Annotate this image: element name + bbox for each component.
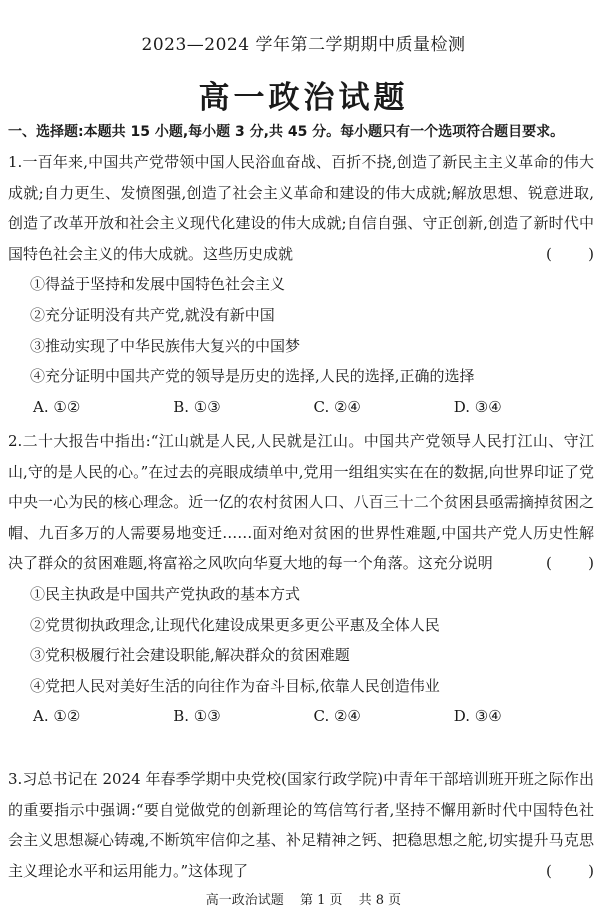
statement: ④党把人民对美好生活的向往作为奋斗目标,依靠人民创造伟业 <box>30 676 440 695</box>
question-number: 3. <box>8 770 23 788</box>
question-stem: 习总书记在 2024 年春季学期中央党校(国家行政学院)中青年干部培训班开班之际作出的重要指示中强调:“要自觉做党的创新理论的笃信笃行者,坚持不懈用新时代中国特色社会主义思想凝心铸魂,不断筑牢信仰之基、补足精神之钙、把稳思想之舵,切实提升马克思主义理论水平和运用能力。”这体现了 <box>8 770 594 880</box>
footer-subject: 高一政治试题 <box>205 893 284 908</box>
question-2-stem-block <box>8 426 594 579</box>
question-1 <box>8 147 594 422</box>
statement: ②充分证明没有共产党,就没有新中国 <box>30 305 275 324</box>
statement: ③推动实现了中华民族伟大复兴的中国梦 <box>30 336 301 355</box>
choice-d: D. ③④ <box>453 707 502 726</box>
statement: ②党贯彻执政理念,让现代化建设成果更多更公平惠及全体人民 <box>30 615 440 634</box>
statement: ④充分证明中国共产党的领导是历史的选择,人民的选择,正确的选择 <box>30 367 475 386</box>
choice-b: B. ①③ <box>173 397 221 416</box>
page-footer <box>0 889 607 908</box>
exam-subtitle: 2023—2024 学年第二学期期中质量检测 <box>141 35 466 55</box>
footer-total-pages: 共 8 页 <box>358 893 402 908</box>
exam-title: 高一政治试题 <box>198 80 409 116</box>
answer-blank: ( ) <box>546 861 594 880</box>
choice-c: C. ②④ <box>313 707 361 726</box>
statement: ①得益于坚持和发展中国特色社会主义 <box>30 275 286 294</box>
question-1-stem-block <box>8 147 594 269</box>
question-2 <box>8 426 594 732</box>
choice-a: A. ①② <box>33 707 81 726</box>
question-number: 2. <box>8 432 23 450</box>
choice-c: C. ②④ <box>313 397 361 416</box>
section-heading: 一、选择题:本题共 15 小题,每小题 3 分,共 45 分。每小题只有一个选项符合题目要求。 <box>8 124 565 140</box>
statement: ③党积极履行社会建设职能,解决群众的贫困难题 <box>30 646 350 665</box>
statement: ①民主执政是中国共产党执政的基本方式 <box>30 584 301 603</box>
footer-page-number: 第 1 页 <box>299 893 343 908</box>
question-number: 1. <box>8 153 23 171</box>
answer-choices <box>8 701 594 732</box>
answer-choices <box>8 392 594 423</box>
choice-a: A. ①② <box>33 397 81 416</box>
choice-b: B. ①③ <box>173 707 221 726</box>
question-stem: 一百年来,中国共产党带领中国人民浴血奋战、百折不挠,创造了新民主主义革命的伟大成就;自力更生、发愤图强,创造了社会主义革命和建设的伟大成就;解放思想、锐意进取,创造了改革开放和社会主义现代化建设的伟大成就;自信自强、守正创新,创造了新时代中国特色社会主义的伟大成就。这些历史成就 <box>8 153 594 263</box>
question-3-stem-block <box>8 764 594 886</box>
choice-d: D. ③④ <box>453 397 502 416</box>
question-3 <box>8 764 594 886</box>
answer-blank: ( ) <box>546 554 594 573</box>
answer-blank: ( ) <box>546 244 594 263</box>
question-stem: 二十大报告中指出:“江山就是人民,人民就是江山。中国共产党领导人民打江山、守江山,守的是人民的心。”在过去的亮眼成绩单中,党用一组组实实在在的数据,向世界印证了党中央一心为民的核心理念。近一亿的农村贫困人口、八百三十二个贫困县亟需摘掉贫困之帽、九百多万的人需要易地变迁……面对绝对贫困的世界性难题,中国共产党人历史性解决了群众的贫困难题,将富裕之风吹向华夏大地的每一个角落。这充分说明 <box>8 432 594 573</box>
